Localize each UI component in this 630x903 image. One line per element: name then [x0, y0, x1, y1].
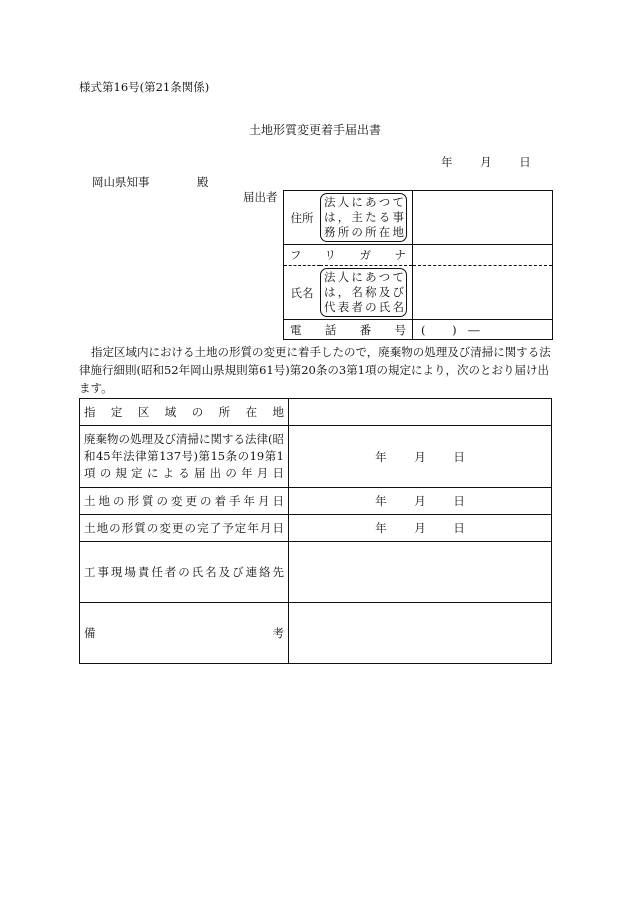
row-value-location[interactable] — [289, 399, 552, 426]
row-value-prior-notification[interactable]: 年 月 日 — [289, 426, 552, 488]
row-value-start-date[interactable]: 年 月 日 — [289, 488, 552, 515]
details-table — [79, 398, 552, 664]
name-field[interactable] — [413, 266, 553, 320]
row-label-prior-notification: 廃棄物の処理及び清掃に関する法律(昭和45年法律第137号)第15条の19第1項の規定による届出の年月日 — [80, 426, 289, 488]
form-number: 様式第16号(第21条関係) — [79, 80, 210, 94]
phone-field[interactable]: ( ) ― — [413, 320, 553, 340]
row-value-completion-date[interactable]: 年 月 日 — [289, 515, 552, 542]
row-label-completion-date: 土地の形質の変更の完了予定年月日 — [80, 515, 289, 542]
furigana-label: フリガナ — [284, 245, 413, 266]
addressee: 岡山県知事 — [92, 175, 150, 189]
name-note-cell — [320, 266, 413, 320]
name-note: 法人にあつては，名称及び代表者の氏名 — [320, 268, 407, 317]
phone-label: 電話番号 — [284, 320, 413, 340]
furigana-field[interactable] — [413, 245, 553, 266]
notification-body: 指定区域内における土地の形質の変更に着手したので，廃棄物の処理及び清掃に関する法律施行細則(昭和52年岡山県規則第61号)第20条の3第1項の規定により，次のとおり届け出ます。 — [79, 345, 551, 395]
row-label-start-date: 土地の形質の変更の着手年月日 — [80, 488, 289, 515]
address-note: 法人にあつては，主たる事務所の所在地 — [320, 193, 407, 242]
page-title: 土地形質変更着手届出書 — [248, 123, 381, 137]
row-label-location: 指定区域の所在地 — [80, 399, 289, 426]
row-label-site-manager: 工事現場責任者の氏名及び連絡先 — [80, 542, 289, 603]
honorific: 殿 — [197, 175, 209, 189]
address-label: 住所 — [284, 191, 321, 245]
address-note-cell — [320, 191, 413, 245]
reporter-label: 届出者 — [243, 190, 278, 204]
row-value-site-manager[interactable] — [289, 542, 552, 603]
address-field[interactable] — [413, 191, 553, 245]
row-label-remarks: 備考 — [80, 603, 289, 664]
submission-date: 年 月 日 — [441, 155, 531, 169]
reporter-table — [283, 190, 553, 340]
row-value-remarks[interactable] — [289, 603, 552, 664]
name-label: 氏名 — [284, 266, 321, 320]
